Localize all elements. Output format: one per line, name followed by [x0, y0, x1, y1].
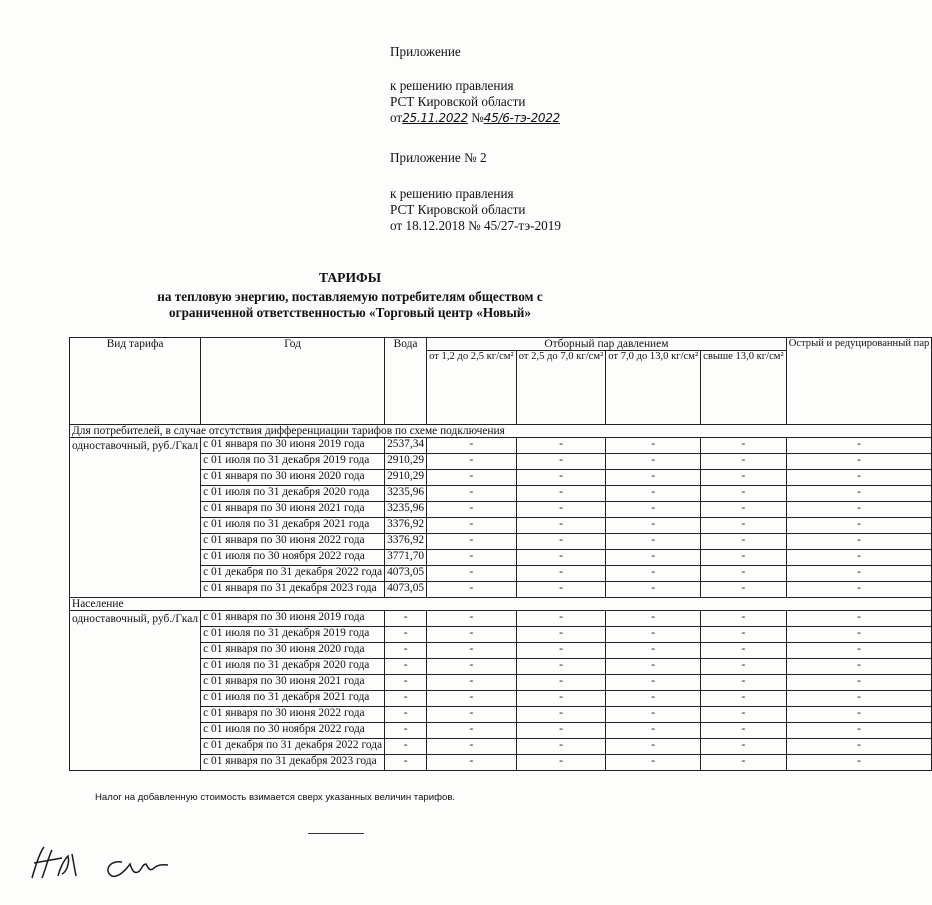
steam-value-cell: - — [786, 486, 932, 502]
steam-value-cell: - — [701, 454, 787, 470]
steam-value-cell: - — [786, 582, 932, 598]
steam-value-cell: - — [786, 675, 932, 691]
steam-value-cell: - — [701, 611, 787, 627]
steam-value-cell: - — [786, 438, 932, 454]
steam-value-cell: - — [786, 518, 932, 534]
steam-value-cell: - — [427, 582, 517, 598]
steam-value-cell: - — [516, 643, 606, 659]
steam-value-cell: - — [606, 707, 701, 723]
steam-value-cell: - — [606, 470, 701, 486]
steam-value-cell: - — [516, 723, 606, 739]
steam-value-cell: - — [701, 502, 787, 518]
header-kind: Вид тарифа — [70, 338, 201, 425]
period-cell: с 01 января по 30 июня 2020 года — [201, 470, 385, 486]
steam-value-cell: - — [606, 550, 701, 566]
steam-value-cell: - — [606, 659, 701, 675]
water-value-cell: 3376,92 — [385, 534, 427, 550]
signature-image — [22, 838, 192, 888]
tariff-table — [69, 337, 932, 771]
steam-value-cell: - — [786, 691, 932, 707]
steam-value-cell: - — [516, 470, 606, 486]
period-cell: с 01 января по 30 июня 2022 года — [201, 707, 385, 723]
vat-note: Налог на добавленную стоимость взимается сверх указанных величин тарифов. — [95, 792, 456, 803]
period-cell: с 01 июля по 31 декабря 2020 года — [201, 659, 385, 675]
header-steam-1: от 1,2 до 2,5 кг/см² — [427, 351, 517, 425]
steam-value-cell: - — [427, 566, 517, 582]
steam-value-cell: - — [786, 723, 932, 739]
steam-value-cell: - — [516, 691, 606, 707]
period-cell: с 01 июля по 31 декабря 2021 года — [201, 518, 385, 534]
water-value-cell: 4073,05 — [385, 566, 427, 582]
steam-value-cell: - — [786, 534, 932, 550]
section-consumers: Для потребителей, в случае отсутствия дифференциации тарифов по схеме подключения — [70, 425, 932, 438]
steam-value-cell: - — [427, 627, 517, 643]
steam-value-cell: - — [427, 550, 517, 566]
period-cell: с 01 июля по 31 декабря 2019 года — [201, 627, 385, 643]
steam-value-cell: - — [701, 438, 787, 454]
steam-value-cell: - — [516, 675, 606, 691]
steam-value-cell: - — [427, 675, 517, 691]
section-population: Население — [70, 598, 932, 611]
steam-value-cell: - — [701, 723, 787, 739]
subtitle-line: ограниченной ответственностью «Торговый центр «Новый» — [169, 305, 531, 320]
steam-value-cell: - — [701, 550, 787, 566]
steam-value-cell: - — [427, 723, 517, 739]
steam-value-cell: - — [701, 627, 787, 643]
steam-value-cell: - — [786, 566, 932, 582]
steam-value-cell: - — [606, 691, 701, 707]
steam-value-cell: - — [701, 534, 787, 550]
period-cell: с 01 января по 31 декабря 2023 года — [201, 755, 385, 771]
steam-value-cell: - — [427, 438, 517, 454]
water-value-cell: - — [385, 659, 427, 675]
steam-value-cell: - — [516, 566, 606, 582]
period-cell: с 01 июля по 31 декабря 2019 года — [201, 454, 385, 470]
steam-value-cell: - — [427, 755, 517, 771]
separator-line — [308, 833, 364, 834]
water-value-cell: - — [385, 707, 427, 723]
water-value-cell: - — [385, 723, 427, 739]
water-value-cell: 2910,29 — [385, 454, 427, 470]
period-cell: с 01 июля по 30 ноября 2022 года — [201, 550, 385, 566]
steam-value-cell: - — [606, 518, 701, 534]
steam-value-cell: - — [701, 739, 787, 755]
water-value-cell: - — [385, 739, 427, 755]
period-cell: с 01 января по 31 декабря 2023 года — [201, 582, 385, 598]
steam-value-cell: - — [701, 486, 787, 502]
steam-value-cell: - — [516, 550, 606, 566]
section-consumers-row — [70, 425, 932, 438]
header-steam-2: от 2,5 до 7,0 кг/см² — [516, 351, 606, 425]
steam-value-cell: - — [516, 707, 606, 723]
decision-line: к решению правления — [390, 78, 514, 93]
steam-value-cell: - — [516, 438, 606, 454]
period-cell: с 01 января по 30 июня 2019 года — [201, 611, 385, 627]
water-value-cell: - — [385, 675, 427, 691]
steam-value-cell: - — [427, 643, 517, 659]
appendix-label: Приложение — [390, 44, 461, 59]
steam-value-cell: - — [701, 659, 787, 675]
steam-value-cell: - — [516, 659, 606, 675]
decision-date-line — [390, 110, 560, 126]
water-value-cell: 3376,92 — [385, 518, 427, 534]
steam-value-cell: - — [427, 611, 517, 627]
steam-value-cell: - — [701, 582, 787, 598]
steam-value-cell: - — [516, 582, 606, 598]
decision-line: РСТ Кировской области — [390, 94, 526, 109]
steam-value-cell: - — [606, 627, 701, 643]
steam-value-cell: - — [516, 518, 606, 534]
steam-value-cell: - — [606, 486, 701, 502]
decision-line: РСТ Кировской области — [390, 202, 526, 217]
water-value-cell: - — [385, 755, 427, 771]
appendix-2-label: Приложение № 2 — [390, 150, 487, 165]
header-sharp-steam: Острый и редуцированный пар — [786, 338, 932, 425]
water-value-cell: 3771,70 — [385, 550, 427, 566]
steam-value-cell: - — [606, 582, 701, 598]
period-cell: с 01 января по 30 июня 2022 года — [201, 534, 385, 550]
header-year: Год — [201, 338, 385, 425]
decision-line: к решению правления — [390, 186, 514, 201]
steam-value-cell: - — [786, 550, 932, 566]
steam-value-cell: - — [516, 627, 606, 643]
water-value-cell: 4073,05 — [385, 582, 427, 598]
steam-value-cell: - — [606, 755, 701, 771]
consumers-tariff-kind: одноставочный, руб./Гкал — [70, 438, 201, 598]
header-steam-3: от 7,0 до 13,0 кг/см² — [606, 351, 701, 425]
period-cell: с 01 июля по 31 декабря 2020 года — [201, 486, 385, 502]
table-row — [70, 611, 932, 627]
steam-value-cell: - — [606, 534, 701, 550]
period-cell: с 01 июля по 30 ноября 2022 года — [201, 723, 385, 739]
steam-value-cell: - — [606, 566, 701, 582]
steam-value-cell: - — [786, 627, 932, 643]
steam-value-cell: - — [516, 739, 606, 755]
water-value-cell: - — [385, 643, 427, 659]
steam-value-cell: - — [786, 707, 932, 723]
population-tariff-kind: одноставочный, руб./Гкал — [70, 611, 201, 771]
steam-value-cell: - — [516, 534, 606, 550]
steam-value-cell: - — [427, 659, 517, 675]
steam-value-cell: - — [786, 470, 932, 486]
steam-value-cell: - — [786, 454, 932, 470]
steam-value-cell: - — [606, 723, 701, 739]
number-sign: № — [471, 110, 484, 125]
steam-value-cell: - — [701, 643, 787, 659]
steam-value-cell: - — [786, 659, 932, 675]
steam-value-cell: - — [786, 755, 932, 771]
steam-value-cell: - — [427, 691, 517, 707]
steam-value-cell: - — [701, 518, 787, 534]
document-title: ТАРИФЫ — [318, 270, 382, 285]
steam-value-cell: - — [701, 566, 787, 582]
decision-block — [390, 78, 560, 126]
steam-value-cell: - — [606, 438, 701, 454]
water-value-cell: 3235,96 — [385, 486, 427, 502]
water-value-cell: - — [385, 627, 427, 643]
steam-value-cell: - — [516, 486, 606, 502]
decision-line: от 18.12.2018 № 45/27-тэ-2019 — [390, 218, 561, 233]
steam-value-cell: - — [427, 534, 517, 550]
steam-value-cell: - — [701, 755, 787, 771]
steam-value-cell: - — [516, 611, 606, 627]
steam-value-cell: - — [786, 643, 932, 659]
steam-value-cell: - — [701, 470, 787, 486]
subtitle-line: на тепловую энергию, поставляемую потребителям обществом с — [157, 289, 543, 304]
steam-value-cell: - — [427, 707, 517, 723]
decision-block-2 — [390, 186, 561, 234]
header-steam: Отборный пар давлением — [427, 338, 787, 351]
steam-value-cell: - — [786, 502, 932, 518]
steam-value-cell: - — [701, 691, 787, 707]
steam-value-cell: - — [786, 611, 932, 627]
water-value-cell: - — [385, 691, 427, 707]
steam-value-cell: - — [701, 707, 787, 723]
water-value-cell: 2537,34 — [385, 438, 427, 454]
steam-value-cell: - — [606, 502, 701, 518]
section-population-row — [70, 598, 932, 611]
steam-value-cell: - — [516, 454, 606, 470]
steam-value-cell: - — [427, 739, 517, 755]
water-value-cell: 2910,29 — [385, 470, 427, 486]
handwritten-date: 25.11.2022 — [402, 111, 468, 125]
document-subtitle — [60, 289, 640, 321]
steam-value-cell: - — [427, 486, 517, 502]
period-cell: с 01 июля по 31 декабря 2021 года — [201, 691, 385, 707]
steam-value-cell: - — [606, 643, 701, 659]
steam-value-cell: - — [606, 675, 701, 691]
period-cell: с 01 января по 30 июня 2021 года — [201, 675, 385, 691]
steam-value-cell: - — [427, 518, 517, 534]
period-cell: с 01 января по 30 июня 2020 года — [201, 643, 385, 659]
steam-value-cell: - — [516, 502, 606, 518]
date-prefix: от — [390, 110, 403, 125]
water-value-cell: 3235,96 — [385, 502, 427, 518]
steam-value-cell: - — [606, 611, 701, 627]
handwritten-number: 45/6-тэ-2022 — [483, 111, 560, 125]
period-cell: с 01 декабря по 31 декабря 2022 года — [201, 739, 385, 755]
water-value-cell: - — [385, 611, 427, 627]
period-cell: с 01 января по 30 июня 2019 года — [201, 438, 385, 454]
steam-value-cell: - — [427, 454, 517, 470]
table-row — [70, 438, 932, 454]
steam-value-cell: - — [427, 502, 517, 518]
period-cell: с 01 декабря по 31 декабря 2022 года — [201, 566, 385, 582]
steam-value-cell: - — [701, 675, 787, 691]
period-cell: с 01 января по 30 июня 2021 года — [201, 502, 385, 518]
header-water: Вода — [385, 338, 427, 425]
steam-value-cell: - — [427, 470, 517, 486]
steam-value-cell: - — [606, 454, 701, 470]
steam-value-cell: - — [516, 755, 606, 771]
steam-value-cell: - — [606, 739, 701, 755]
steam-value-cell: - — [786, 739, 932, 755]
header-steam-4: свыше 13,0 кг/см² — [701, 351, 787, 425]
